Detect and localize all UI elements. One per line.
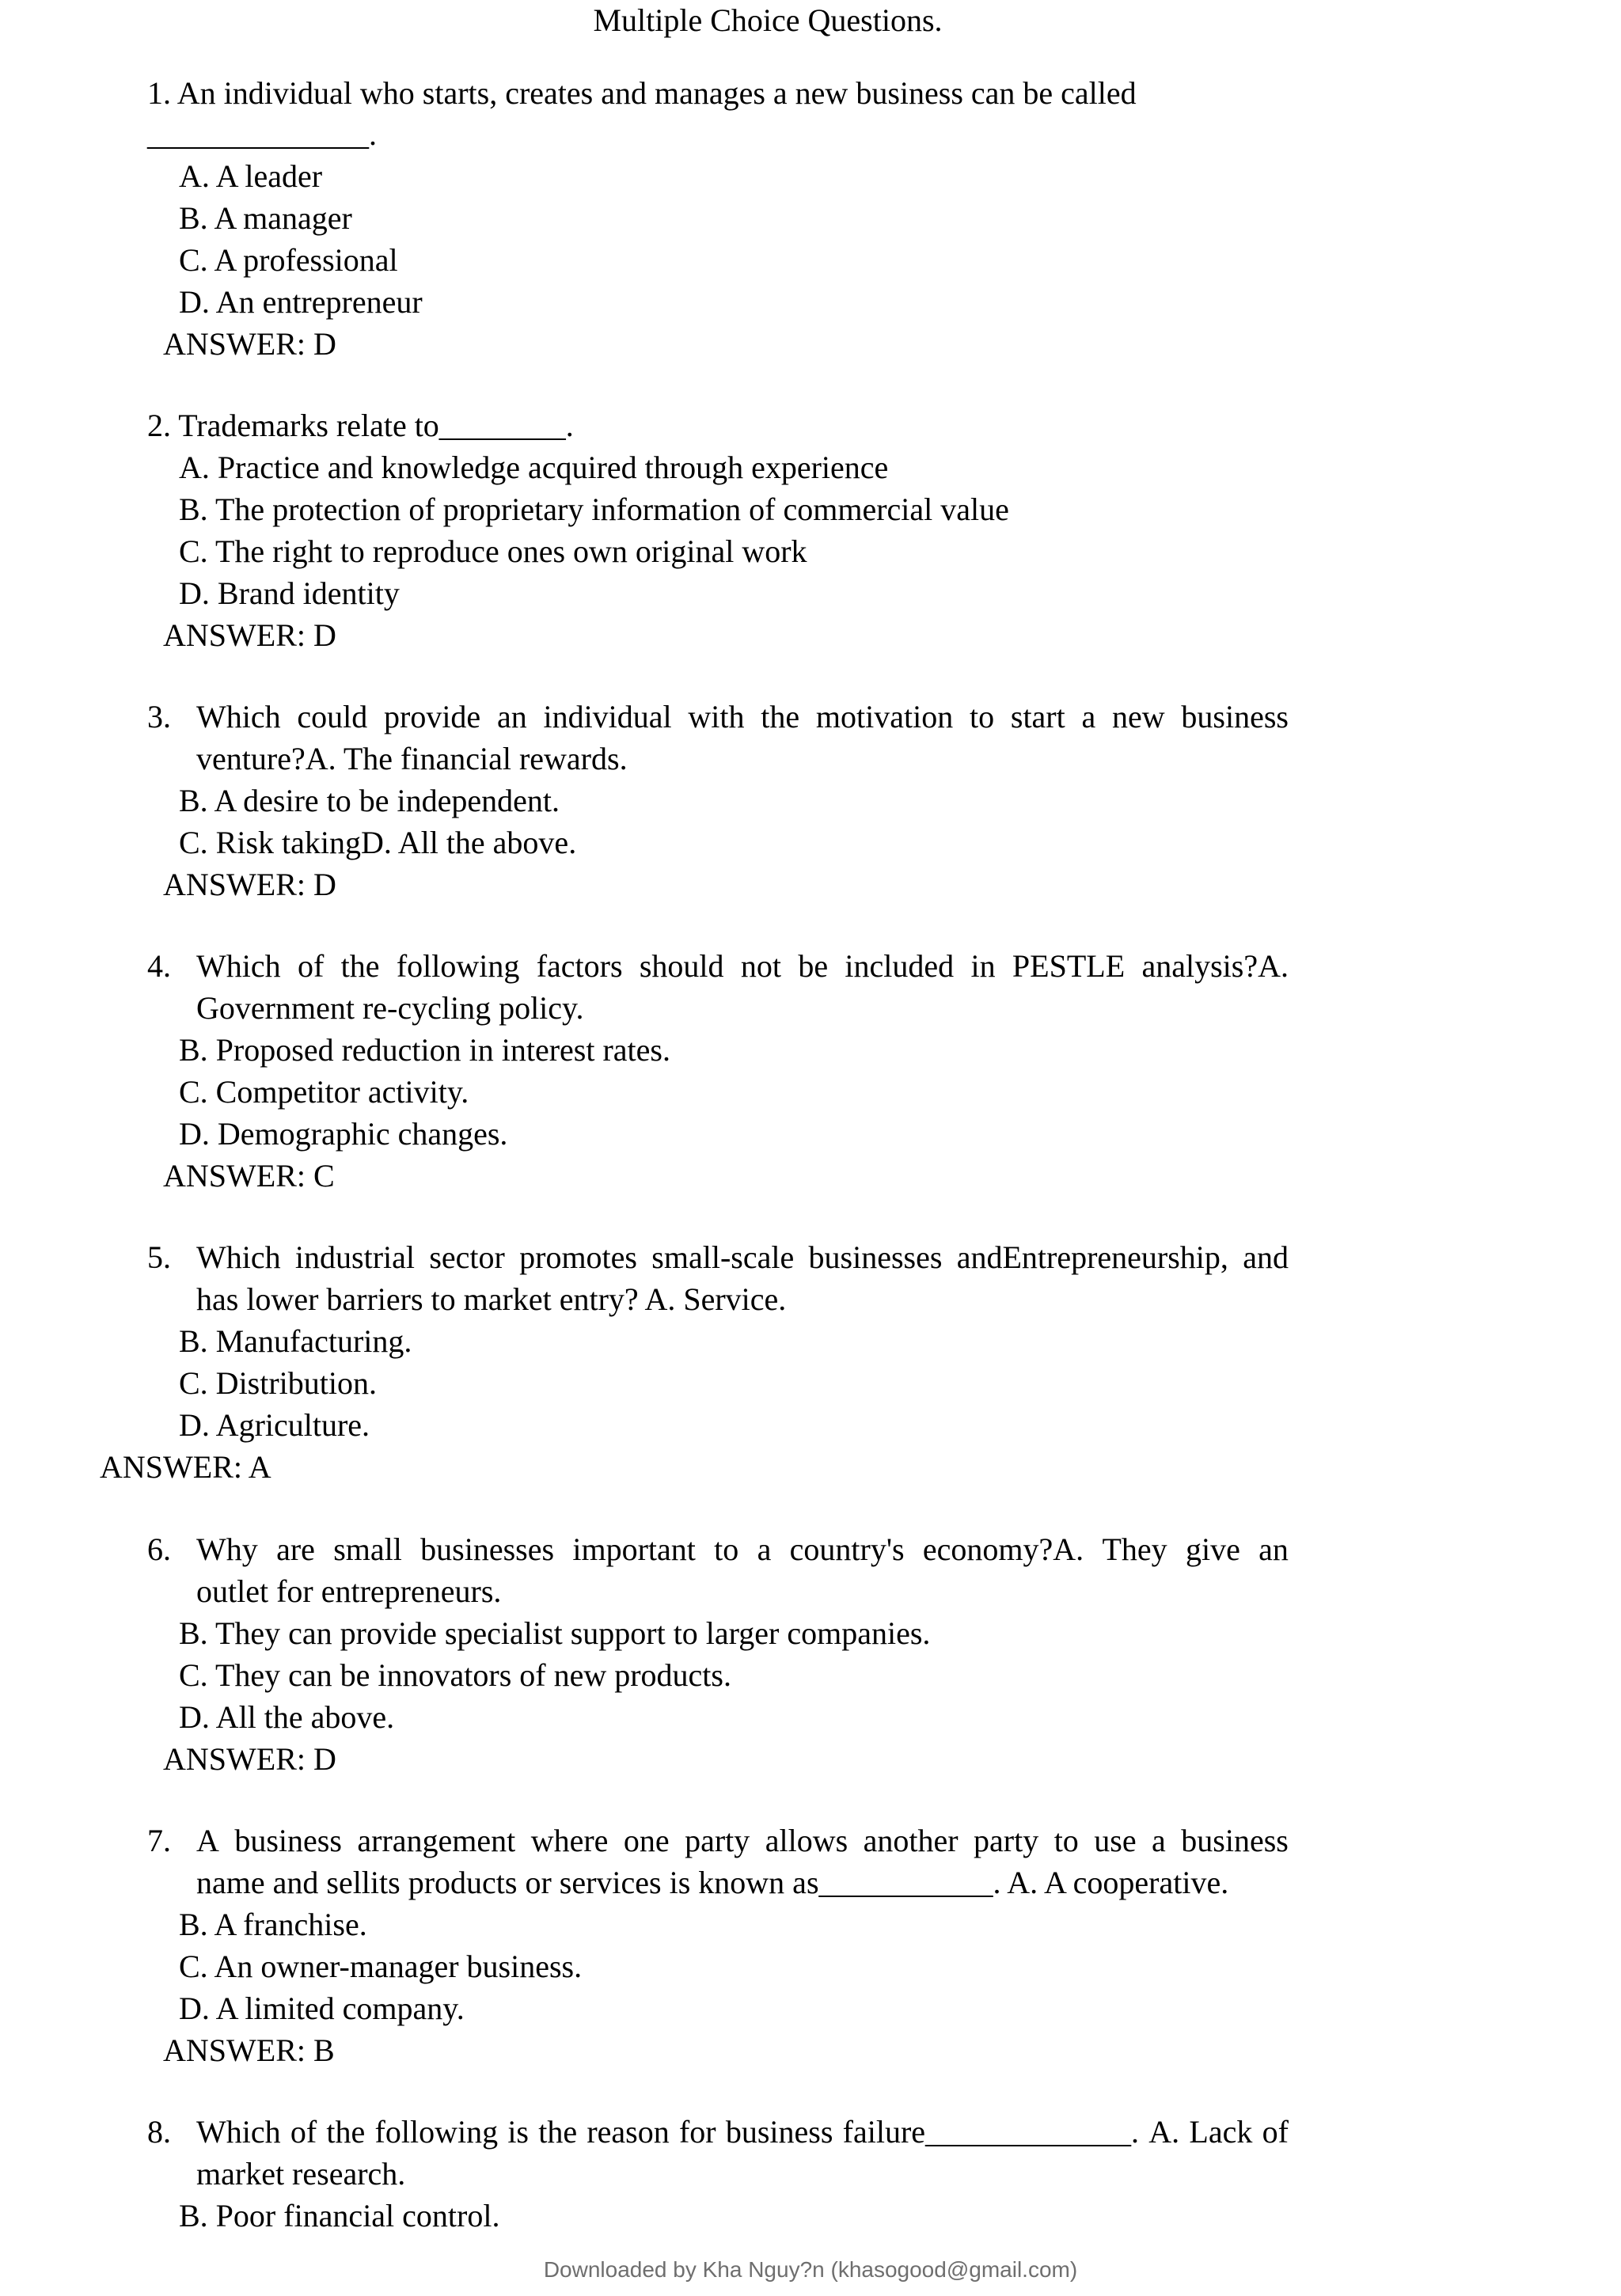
question-5-number: 5. <box>147 1239 171 1275</box>
question-3-stem-line-1: Which could provide an individual with the motivation to start a new business <box>196 699 1289 734</box>
question-1-option-c: C. A professional <box>179 242 398 278</box>
question-1-option-b: B. A manager <box>179 200 352 236</box>
question-4-stem-line-2: Government re-cycling policy. <box>196 990 584 1026</box>
question-2-answer: ANSWER: D <box>163 617 336 653</box>
question-2-option-d: D. Brand identity <box>179 575 400 611</box>
question-3-answer: ANSWER: D <box>163 867 336 902</box>
question-3-number: 3. <box>147 699 171 734</box>
question-4-answer: ANSWER: C <box>163 1158 335 1194</box>
question-4-stem-line-1: Which of the following factors should not be included in PESTLE analysis?A. <box>196 948 1289 984</box>
question-8-stem-line-1: Which of the following is the reason for business failure_____________. A. Lack of <box>196 2114 1289 2150</box>
question-1-stem-line-2: ______________. <box>147 116 377 152</box>
question-6-option-c: C. They can be innovators of new products. <box>179 1657 731 1693</box>
page-title: Multiple Choice Questions. <box>593 2 943 38</box>
question-8-stem-line-2: market research. <box>196 2156 406 2192</box>
question-5-option-d: D. Agriculture. <box>179 1407 370 1443</box>
question-6-stem-line-1: Why are small businesses important to a country's economy?A. They give an <box>196 1531 1289 1567</box>
question-6-answer: ANSWER: D <box>163 1741 336 1777</box>
question-2-option-a: A. Practice and knowledge acquired through experience <box>179 450 889 485</box>
question-7-option-c: C. An owner-manager business. <box>179 1949 583 1984</box>
question-2-option-c: C. The right to reproduce ones own original work <box>179 533 807 569</box>
question-7-stem-line-1: A business arrangement where one party allows another party to use a business <box>196 1823 1289 1858</box>
question-4-number: 4. <box>147 948 171 984</box>
question-5-stem-line-1: Which industrial sector promotes small-scale businesses andEntrepreneurship, and <box>196 1239 1289 1275</box>
question-8-number: 8. <box>147 2114 171 2150</box>
question-1-option-d: D. An entrepreneur <box>179 284 423 320</box>
question-2-stem-line-1: 2. Trademarks relate to________. <box>147 408 574 443</box>
question-5-option-b: B. Manufacturing. <box>179 1323 412 1359</box>
question-1-stem-line-1: 1. An individual who starts, creates and manages a new business can be called <box>147 75 1137 111</box>
question-1-option-a: A. A leader <box>179 158 323 194</box>
question-1-answer: ANSWER: D <box>163 326 336 362</box>
question-3-option-b: B. A desire to be independent. <box>179 783 560 818</box>
question-3-stem-line-2: venture?A. The financial rewards. <box>196 741 628 776</box>
question-7-answer: ANSWER: B <box>163 2032 335 2068</box>
question-7-option-d: D. A limited company. <box>179 1990 465 2026</box>
question-5-option-c: C. Distribution. <box>179 1365 378 1401</box>
question-7-option-b: B. A franchise. <box>179 1907 367 1942</box>
question-5-answer: ANSWER: A <box>100 1449 271 1485</box>
question-6-number: 6. <box>147 1531 171 1567</box>
question-6-option-b: B. They can provide specialist support to larger companies. <box>179 1615 931 1651</box>
question-6-option-d: D. All the above. <box>179 1699 395 1735</box>
question-7-number: 7. <box>147 1823 171 1858</box>
question-2-option-b: B. The protection of proprietary information of commercial value <box>179 491 1009 527</box>
question-4-option-c: C. Competitor activity. <box>179 1074 469 1110</box>
question-8-option-b: B. Poor financial control. <box>179 2198 500 2233</box>
question-7-stem-line-2: name and sellits products or services is known as___________. A. A cooperative. <box>196 1865 1229 1900</box>
download-footer: Downloaded by Kha Nguy?n (khasogood@gmail.com) <box>543 2257 1078 2282</box>
question-4-option-d: D. Demographic changes. <box>179 1116 508 1152</box>
question-6-stem-line-2: outlet for entrepreneurs. <box>196 1573 502 1609</box>
question-3-option-c: C. Risk takingD. All the above. <box>179 825 577 860</box>
question-5-stem-line-2: has lower barriers to market entry? A. Service. <box>196 1281 787 1317</box>
question-4-option-b: B. Proposed reduction in interest rates. <box>179 1032 670 1068</box>
